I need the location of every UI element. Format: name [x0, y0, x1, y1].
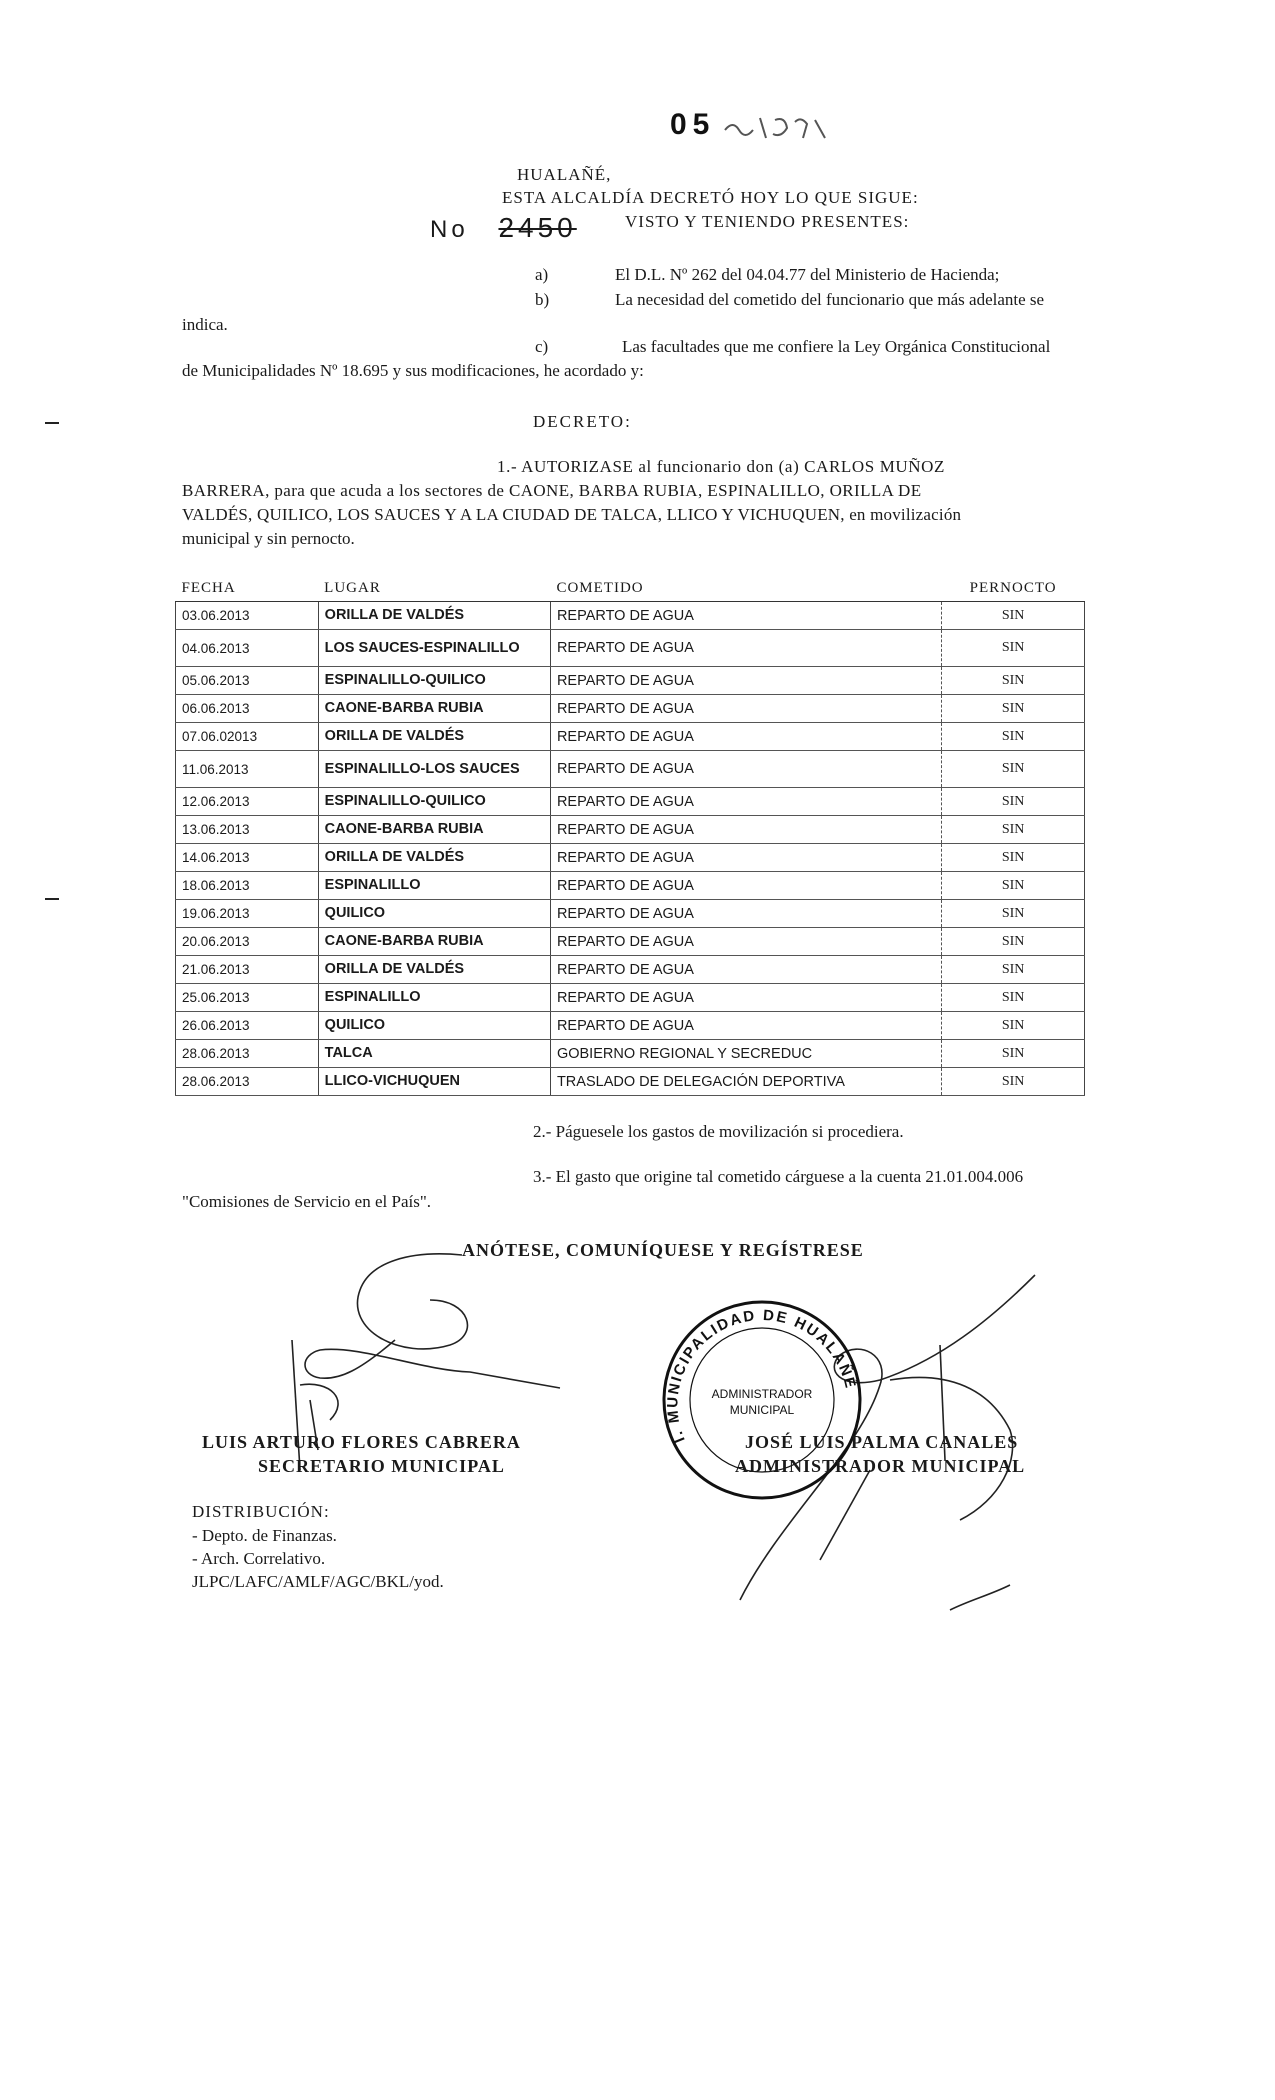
table-row	[176, 1012, 1085, 1040]
cell-lugar: QUILICO	[318, 900, 550, 928]
decreto-p1-line4: municipal y sin pernocto.	[182, 529, 355, 548]
consideration-c-letter: c)	[535, 337, 549, 356]
cell-cometido: REPARTO DE AGUA	[550, 667, 941, 695]
decreto-p1-line1: 1.- AUTORIZASE al funcionario don (a) CARLOS MUÑOZ	[497, 457, 946, 476]
cell-lugar: ESPINALILLO	[318, 984, 550, 1012]
consideration-b-text: La necesidad del cometido del funcionario que más adelante se	[615, 290, 1045, 309]
cell-pernocto: SIN	[942, 667, 1085, 695]
cell-lugar: ORILLA DE VALDÉS	[318, 723, 550, 751]
table-row	[176, 956, 1085, 984]
table-row	[176, 602, 1085, 630]
decreto-title: DECRETO:	[533, 412, 632, 431]
cell-fecha: 28.06.2013	[176, 1040, 319, 1068]
cell-lugar: ORILLA DE VALDÉS	[318, 602, 550, 630]
cell-fecha: 28.06.2013	[176, 1068, 319, 1096]
cell-cometido: REPARTO DE AGUA	[550, 723, 941, 751]
col-header-fecha: FECHA	[176, 575, 319, 602]
cell-cometido: REPARTO DE AGUA	[550, 956, 941, 984]
distribution-item: - Arch. Correlativo.	[192, 1549, 326, 1568]
cell-fecha: 14.06.2013	[176, 844, 319, 872]
consideration-b-text-cont: indica.	[182, 315, 228, 334]
cell-cometido: REPARTO DE AGUA	[550, 984, 941, 1012]
cell-lugar: QUILICO	[318, 1012, 550, 1040]
cell-lugar: LOS SAUCES-ESPINALILLO	[318, 630, 550, 667]
cell-fecha: 26.06.2013	[176, 1012, 319, 1040]
cell-lugar: ESPINALILLO	[318, 872, 550, 900]
seal-center-line2: MUNICIPAL	[729, 1403, 795, 1417]
cell-fecha: 12.06.2013	[176, 788, 319, 816]
cell-fecha: 11.06.2013	[176, 751, 319, 788]
cell-cometido: REPARTO DE AGUA	[550, 900, 941, 928]
left-signer-title: SECRETARIO MUNICIPAL	[258, 1456, 505, 1476]
table-row	[176, 1040, 1085, 1068]
cell-cometido: REPARTO DE AGUA	[550, 844, 941, 872]
cell-pernocto: SIN	[942, 956, 1085, 984]
decreto-p1-line3: VALDÉS, QUILICO, LOS SAUCES Y A LA CIUDAD DE TALCA, LLICO Y VICHUQUEN, en movilización	[182, 505, 962, 524]
cell-pernocto: SIN	[942, 816, 1085, 844]
cell-pernocto: SIN	[942, 900, 1085, 928]
decree-number: 2450	[498, 212, 577, 243]
table-body	[176, 602, 1085, 1096]
seal-center-line1: ADMINISTRADOR	[711, 1387, 813, 1401]
table-row	[176, 630, 1085, 667]
table-row	[176, 928, 1085, 956]
cell-fecha: 07.06.02013	[176, 723, 319, 751]
point-3-line2: "Comisiones de Servicio en el País".	[182, 1192, 432, 1211]
consideration-c-text-cont: de Municipalidades Nº 18.695 y sus modificaciones, he acordado y:	[182, 361, 644, 380]
cell-cometido: REPARTO DE AGUA	[550, 928, 941, 956]
cell-lugar: CAONE-BARBA RUBIA	[318, 928, 550, 956]
cell-cometido: REPARTO DE AGUA	[550, 872, 941, 900]
margin-mark	[45, 898, 59, 900]
point-2: 2.- Páguesele los gastos de movilización si procediera.	[533, 1122, 904, 1141]
stamp-number: 05	[670, 108, 716, 141]
seal-ring-text: I. MUNICIPALIDAD DE HUALAÑÉ	[664, 1306, 860, 1446]
cell-fecha: 06.06.2013	[176, 695, 319, 723]
cell-pernocto: SIN	[942, 602, 1085, 630]
cell-lugar: LLICO-VICHUQUEN	[318, 1068, 550, 1096]
cell-lugar: CAONE-BARBA RUBIA	[318, 816, 550, 844]
table-row	[176, 844, 1085, 872]
cell-lugar: ORILLA DE VALDÉS	[318, 956, 550, 984]
decreto-p1-line2: BARRERA, para que acuda a los sectores de CAONE, BARBA RUBIA, ESPINALILLO, ORILLA DE	[182, 481, 922, 500]
cell-lugar: ESPINALILLO-QUILICO	[318, 788, 550, 816]
consideration-b-letter: b)	[535, 290, 550, 309]
cell-fecha: 03.06.2013	[176, 602, 319, 630]
distribution-title: DISTRIBUCIÓN:	[192, 1502, 330, 1521]
table-row	[176, 872, 1085, 900]
decree-intro: ESTA ALCALDÍA DECRETÓ HOY LO QUE SIGUE:	[502, 188, 919, 207]
cell-pernocto: SIN	[942, 1068, 1085, 1096]
consideration-a-text: El D.L. Nº 262 del 04.04.77 del Ministerio de Hacienda;	[615, 265, 1000, 284]
table-row	[176, 900, 1085, 928]
cell-pernocto: SIN	[942, 751, 1085, 788]
table-header-row	[176, 575, 1085, 602]
cell-cometido: REPARTO DE AGUA	[550, 816, 941, 844]
table-row	[176, 984, 1085, 1012]
cell-fecha: 18.06.2013	[176, 872, 319, 900]
table-row	[176, 751, 1085, 788]
right-signer-name: JOSÉ LUIS PALMA CANALES	[745, 1432, 1019, 1452]
cell-pernocto: SIN	[942, 630, 1085, 667]
table-row	[176, 723, 1085, 751]
cell-fecha: 20.06.2013	[176, 928, 319, 956]
cell-cometido: REPARTO DE AGUA	[550, 1012, 941, 1040]
cell-pernocto: SIN	[942, 844, 1085, 872]
cell-lugar: ESPINALILLO-QUILICO	[318, 667, 550, 695]
cell-cometido: GOBIERNO REGIONAL Y SECREDUC	[550, 1040, 941, 1068]
table-row	[176, 695, 1085, 723]
cell-cometido: TRASLADO DE DELEGACIÓN DEPORTIVA	[550, 1068, 941, 1096]
col-header-lugar: LUGAR	[318, 575, 550, 602]
closing-formula: ANÓTESE, COMUNÍQUESE Y REGÍSTRESE	[462, 1240, 864, 1260]
cell-cometido: REPARTO DE AGUA	[550, 751, 941, 788]
distribution-item: - Depto. de Finanzas.	[192, 1526, 337, 1545]
cell-cometido: REPARTO DE AGUA	[550, 602, 941, 630]
city-name: HUALAÑÉ,	[517, 165, 612, 184]
col-header-pernocto: PERNOCTO	[942, 575, 1085, 602]
cell-cometido: REPARTO DE AGUA	[550, 695, 941, 723]
visto-heading: VISTO Y TENIENDO PRESENTES:	[625, 212, 910, 231]
consideration-a-letter: a)	[535, 265, 549, 284]
consideration-c-text: Las facultades que me confiere la Ley Orgánica Constitucional	[622, 337, 1051, 356]
cell-lugar: CAONE-BARBA RUBIA	[318, 695, 550, 723]
cell-pernocto: SIN	[942, 872, 1085, 900]
left-signer-name: LUIS ARTURO FLORES CABRERA	[202, 1432, 521, 1452]
cell-pernocto: SIN	[942, 695, 1085, 723]
stamp-scribble	[720, 108, 840, 148]
cell-fecha: 21.06.2013	[176, 956, 319, 984]
cell-lugar: ESPINALILLO-LOS SAUCES	[318, 751, 550, 788]
cell-fecha: 04.06.2013	[176, 630, 319, 667]
cell-fecha: 05.06.2013	[176, 667, 319, 695]
table-row	[176, 788, 1085, 816]
cell-pernocto: SIN	[942, 723, 1085, 751]
cell-cometido: REPARTO DE AGUA	[550, 788, 941, 816]
right-signer-title: ADMINISTRADOR MUNICIPAL	[735, 1456, 1026, 1476]
col-header-cometido: COMETIDO	[550, 575, 941, 602]
cell-pernocto: SIN	[942, 984, 1085, 1012]
distribution-initials: JLPC/LAFC/AMLF/AGC/BKL/yod.	[192, 1572, 444, 1591]
cell-fecha: 25.06.2013	[176, 984, 319, 1012]
cell-pernocto: SIN	[942, 788, 1085, 816]
cell-lugar: ORILLA DE VALDÉS	[318, 844, 550, 872]
table-row	[176, 816, 1085, 844]
margin-mark	[45, 422, 59, 424]
cell-lugar: TALCA	[318, 1040, 550, 1068]
cell-pernocto: SIN	[942, 1012, 1085, 1040]
point-3-line1: 3.- El gasto que origine tal cometido cárguese a la cuenta 21.01.004.006	[533, 1167, 1024, 1186]
table-row	[176, 667, 1085, 695]
cell-pernocto: SIN	[942, 1040, 1085, 1068]
commission-table	[175, 575, 1085, 1096]
cell-fecha: 13.06.2013	[176, 816, 319, 844]
cell-fecha: 19.06.2013	[176, 900, 319, 928]
cell-pernocto: SIN	[942, 928, 1085, 956]
cell-cometido: REPARTO DE AGUA	[550, 630, 941, 667]
decree-label: No	[430, 216, 469, 243]
table-row	[176, 1068, 1085, 1096]
decree-number-block	[430, 212, 577, 244]
